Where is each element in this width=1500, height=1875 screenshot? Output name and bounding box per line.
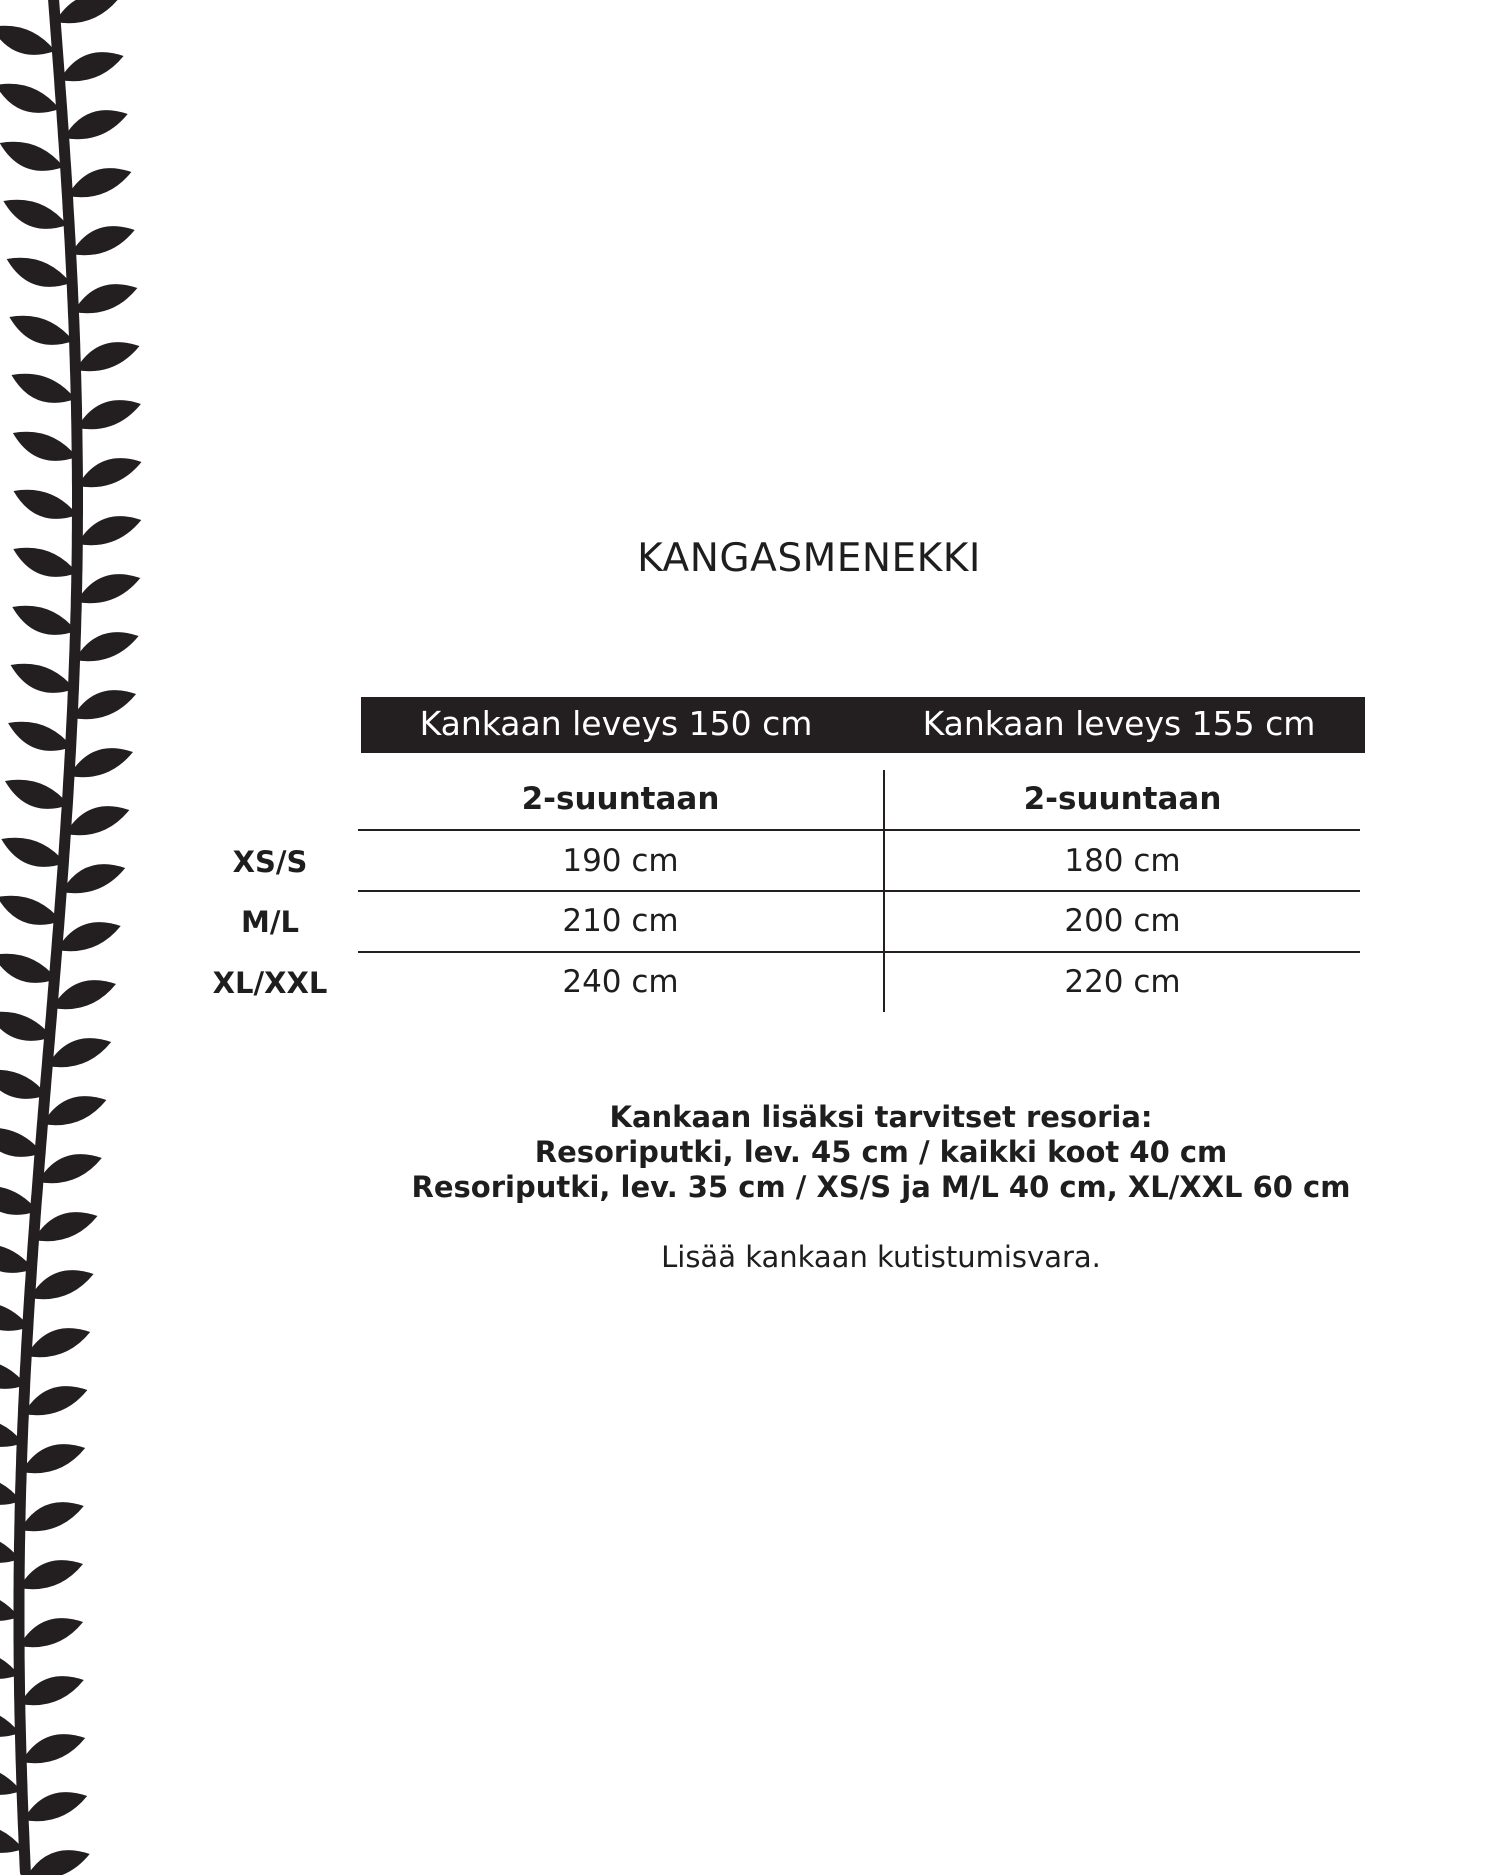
vine-leaf (26, 1328, 90, 1357)
vine-leaf (0, 26, 55, 55)
vine-leaf (60, 52, 124, 81)
vine-leaf (34, 1212, 98, 1241)
size-label: XS/S (232, 845, 308, 879)
table-row-divider (358, 829, 1360, 831)
vine-leaf (14, 490, 78, 519)
vine-leaf (8, 722, 72, 751)
vine-leaf (1, 838, 65, 867)
vine-leaf (64, 110, 128, 139)
vine-leaf (23, 1792, 87, 1821)
table-cell: 180 cm (1064, 843, 1181, 879)
vine-leaf (19, 1560, 83, 1589)
shrinkage-note: Lisää kankaan kutistumisvara. (661, 1240, 1101, 1274)
vine-leaf (52, 980, 116, 1009)
vine-leaf (26, 1850, 90, 1875)
table-row-divider (358, 890, 1360, 892)
vine-leaf (0, 84, 60, 113)
vine-border-decoration (0, 0, 190, 1875)
vine-leaf (21, 1444, 85, 1473)
vine-leaf (7, 258, 71, 287)
subheader-155: 2-suuntaan (1023, 781, 1222, 817)
vine-leaf (12, 606, 76, 635)
table-cell: 240 cm (562, 964, 679, 1000)
table-cell: 210 cm (562, 903, 679, 939)
vine-leaf (61, 864, 125, 893)
vine-leaf (76, 342, 140, 371)
rib-requirement-35: Resoriputki, lev. 35 cm / XS/S ja M/L 40 cm, XL/XXL 60 cm (411, 1170, 1351, 1204)
vine-leaf (21, 1734, 85, 1763)
table-header-bar (361, 697, 1365, 753)
vine-leaf (78, 458, 142, 487)
vine-leaf (72, 690, 136, 719)
vine-leaf (75, 632, 139, 661)
page-title: KANGASMENEKKI (637, 536, 981, 581)
vine-leaf (0, 1070, 47, 1099)
table-cell: 190 cm (562, 843, 679, 879)
vine-leaf (12, 374, 76, 403)
subheader-150: 2-suuntaan (521, 781, 720, 817)
vine-leaf (38, 1154, 102, 1183)
vine-leaf (13, 432, 77, 461)
vine-leaf (0, 1012, 52, 1041)
vine-leaf (65, 806, 129, 835)
size-label: M/L (241, 905, 299, 939)
vine-leaf (20, 1502, 84, 1531)
vine-leaf (57, 922, 121, 951)
vine-leaf (0, 142, 64, 171)
vine-leaf (0, 896, 61, 925)
vine-leaf (3, 200, 67, 229)
vine-leaf (69, 748, 133, 777)
vine-leaf (67, 168, 131, 197)
size-label: XL/XXL (212, 966, 328, 1000)
vine-leaf (42, 1096, 106, 1125)
header-width-155: Kankaan leveys 155 cm (922, 704, 1316, 743)
vine-leaf (23, 1386, 87, 1415)
table-cell: 200 cm (1064, 903, 1181, 939)
vine-leaf (19, 1618, 83, 1647)
vine-leaf (47, 1038, 111, 1067)
table-row-divider (358, 951, 1360, 953)
vine-leaf (71, 226, 135, 255)
vine-leaf (30, 1270, 94, 1299)
table-cell: 220 cm (1064, 964, 1181, 1000)
vine-leaf (0, 954, 57, 983)
rib-requirement-45: Resoriputki, lev. 45 cm / kaikki koot 40 cm (534, 1135, 1228, 1169)
vine-leaf (9, 316, 73, 345)
vine-leaf (77, 400, 141, 429)
vine-leaf (11, 664, 75, 693)
vine-leaf (5, 780, 69, 809)
vine-leaf (55, 0, 119, 23)
vine-leaf (20, 1676, 84, 1705)
header-width-150: Kankaan leveys 150 cm (419, 704, 813, 743)
vine-leaf (73, 284, 137, 313)
rib-requirement-heading: Kankaan lisäksi tarvitset resoria: (609, 1100, 1153, 1134)
